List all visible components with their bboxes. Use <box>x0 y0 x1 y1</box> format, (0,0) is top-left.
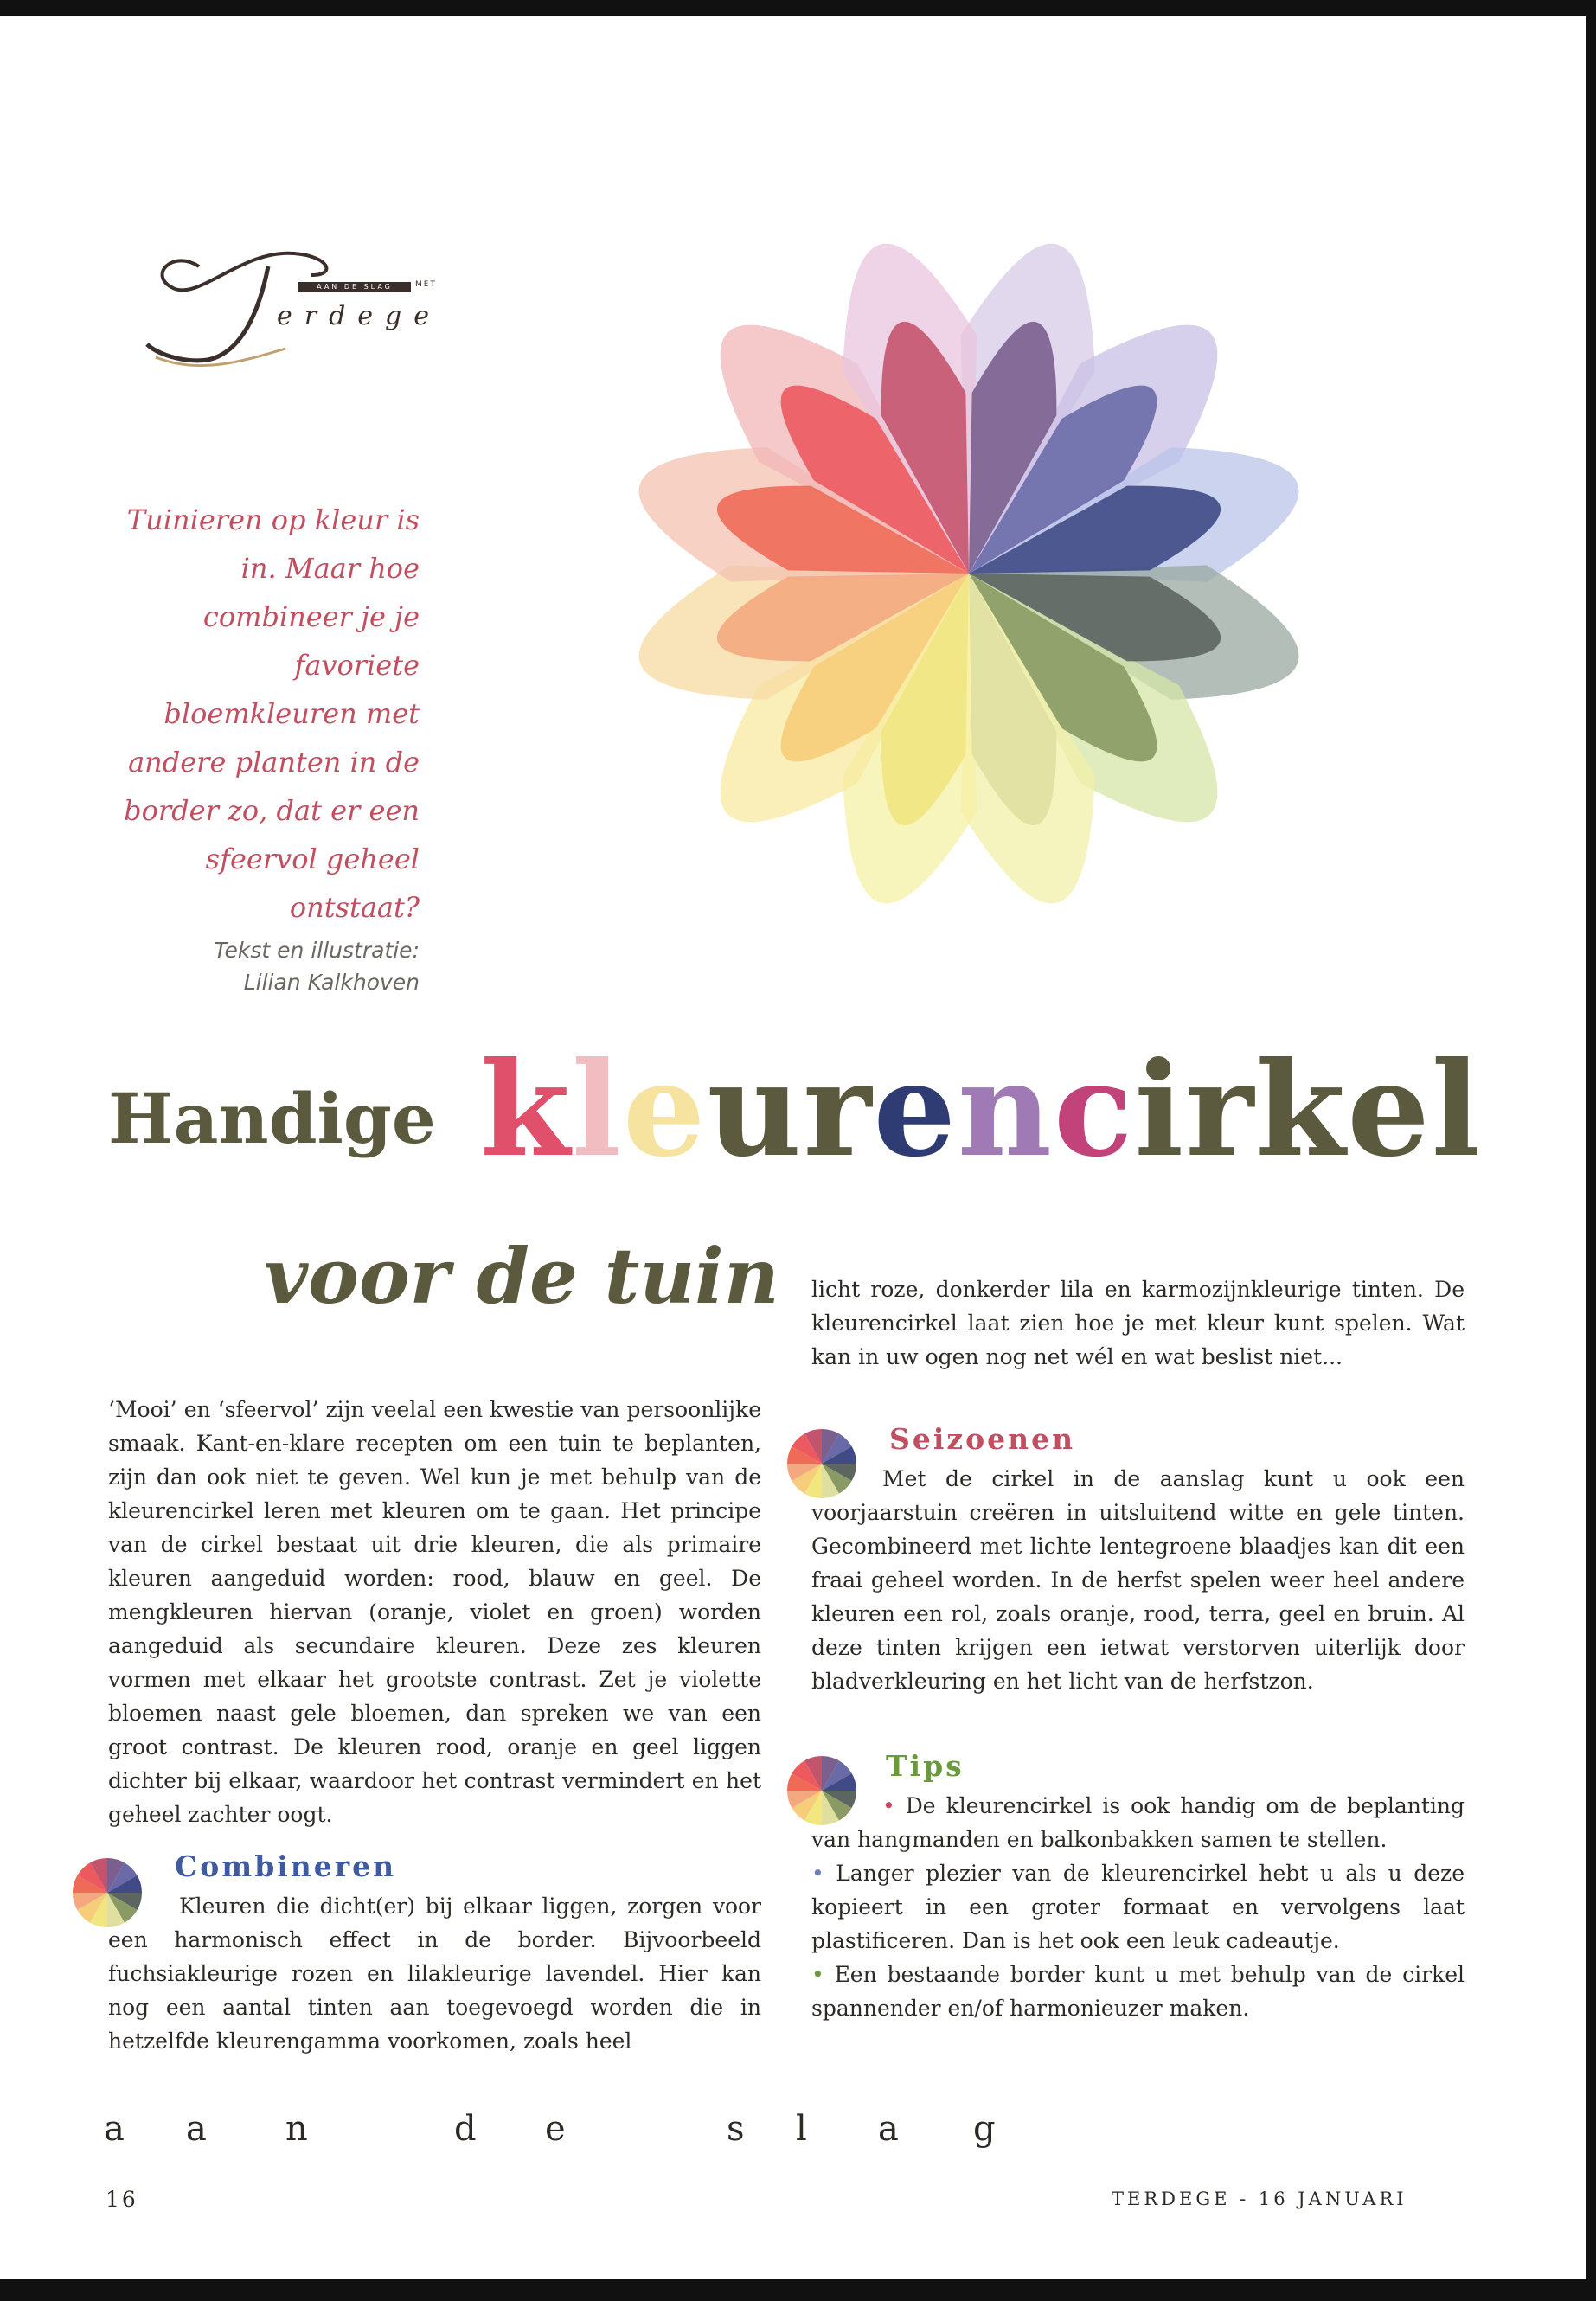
title-letter: n <box>957 1034 1054 1186</box>
title-letter: e <box>1347 1034 1432 1186</box>
footer-letter: g <box>973 2109 996 2149</box>
heading-seizoenen: Seizoenen <box>889 1422 1076 1456</box>
title-letter: r <box>803 1034 874 1186</box>
footer-letter: a <box>878 2109 899 2149</box>
issue-info: TERDEGE - 16 JANUARI <box>1112 2189 1407 2209</box>
title-voor-de-tuin: voor de tuin <box>264 1231 779 1321</box>
tips-list <box>811 1789 1465 2025</box>
colour-wheel-illustration <box>519 119 1471 1028</box>
heading-tips: Tips <box>886 1749 965 1783</box>
credit-line-2: Lilian Kalkhoven <box>243 970 420 995</box>
logo-met: MET <box>415 280 437 289</box>
intro-text: Tuinieren op kleur is in. Maar hoe combineer je je favoriete bloemkleuren met andere planten in de border zo, dat er een sfeervol geheel ontstaat? <box>124 503 420 924</box>
section-label-aan-de-slag <box>104 2109 996 2161</box>
tip-item: • Langer plezier van de kleurencirkel hebt u als u deze kopieert in een groter formaat en vervolgens laat plastificeren. Dan is het ook een leuk cadeautje. <box>811 1861 1465 1953</box>
bullet-icon: • <box>811 1962 835 1987</box>
bullet-icon: • <box>811 1861 836 1886</box>
credit <box>130 934 420 998</box>
title-handige: Handige <box>108 1078 436 1159</box>
scan-border-top <box>0 0 1596 16</box>
page-number: 16 <box>106 2187 138 2212</box>
scan-border-bottom <box>0 2279 1596 2301</box>
title-letter: l <box>1431 1034 1483 1186</box>
footer-letter: s <box>727 2109 745 2149</box>
title-letter: k <box>480 1034 572 1186</box>
title-letter: i <box>1134 1034 1186 1186</box>
intro-paragraph: ‘Mooi’ en ‘sfeervol’ zijn veelal een kwestie van persoonlijke smaak. Kant-en-klare recepten om een tuin te beplanten, zijn dan ook niet te geven. Wel kun je met behulp van de kleurencirkel leren met kleuren om te gaan. Het principe van de cirkel bestaat uit drie kleuren, die als primaire kleuren aangeduid worden: rood, blauw en geel. De mengkleuren hiervan (oranje, violet en groen) worden aangeduid als secundaire kleuren. Deze zes kleuren vormen met elkaar het grootste contrast. Zet je violette bloemen naast gele bloemen, dan spreken we van een groot contrast. De kleuren rood, oranje en geel liggen dichter bij elkaar, waardoor het contrast vermindert en het geheel zachter oogt. <box>108 1397 761 1827</box>
footer-letter: n <box>285 2109 308 2149</box>
logo-word: erdege <box>277 301 442 331</box>
logo-tagline: AAN DE SLAG <box>298 282 411 292</box>
title-letter: l <box>571 1034 623 1186</box>
title-kleurencirkel <box>480 1034 1483 1186</box>
seizoenen-text: Met de cirkel in de aanslag kunt u ook een voorjaarstuin creëren in uitsluitend witte en gele tinten. Gecombineerd met lichte lentegroene blaadjes kan dit een fraai geheel worden. In de herfst spelen weer heel andere kleuren een rol, zoals oranje, rood, terra, geel en bruin. Al deze tinten krijgen een ietwat verstorven uiterlijk door bladverkleuring en het licht van de herfstzon. <box>811 1466 1465 1694</box>
magazine-page <box>0 16 1586 2279</box>
tip-item: • De kleurencirkel is ook handig om de beplanting van hangmanden en balkonbakken samen te stellen. <box>811 1793 1465 1852</box>
heading-combineren: Combineren <box>175 1849 397 1883</box>
title-letter: k <box>1255 1034 1348 1186</box>
title-letter: e <box>873 1034 958 1186</box>
combineren-text: Kleuren die dicht(er) bij elkaar liggen, zorgen voor een harmonisch effect in de border. Bijvoorbeeld fuchsiakleurige rozen en lilakleurige lavendel. Hier kan nog een aantal tinten aan toegevoegd worden die in hetzelfde kleurengamma voorkomen, zoals heel <box>108 1894 761 2054</box>
footer-letter: d <box>454 2109 477 2149</box>
footer-letter: a <box>186 2109 207 2149</box>
scan-border-right <box>1586 0 1596 2301</box>
credit-line-1: Tekst en illustratie: <box>214 938 420 963</box>
continued-text: licht roze, donkerder lila en karmozijnkleurige tinten. De kleurencirkel laat zien hoe je met kleur kunt spelen. Wat kan in uw ogen nog net wél en wat beslist niet... <box>811 1277 1465 1369</box>
footer-letter: e <box>545 2109 566 2149</box>
footer-letter: a <box>104 2109 125 2149</box>
title-letter: u <box>707 1034 804 1186</box>
bullet-icon: • <box>882 1793 906 1818</box>
footer-letter: l <box>796 2109 807 2149</box>
title-letter: r <box>1185 1034 1256 1186</box>
tip-item: • Een bestaande border kunt u met behulp van de cirkel spannender en/of harmonieuzer maken. <box>811 1962 1465 2021</box>
terdege-logo <box>138 215 450 388</box>
title-letter: e <box>622 1034 708 1186</box>
title-letter: c <box>1053 1034 1135 1186</box>
